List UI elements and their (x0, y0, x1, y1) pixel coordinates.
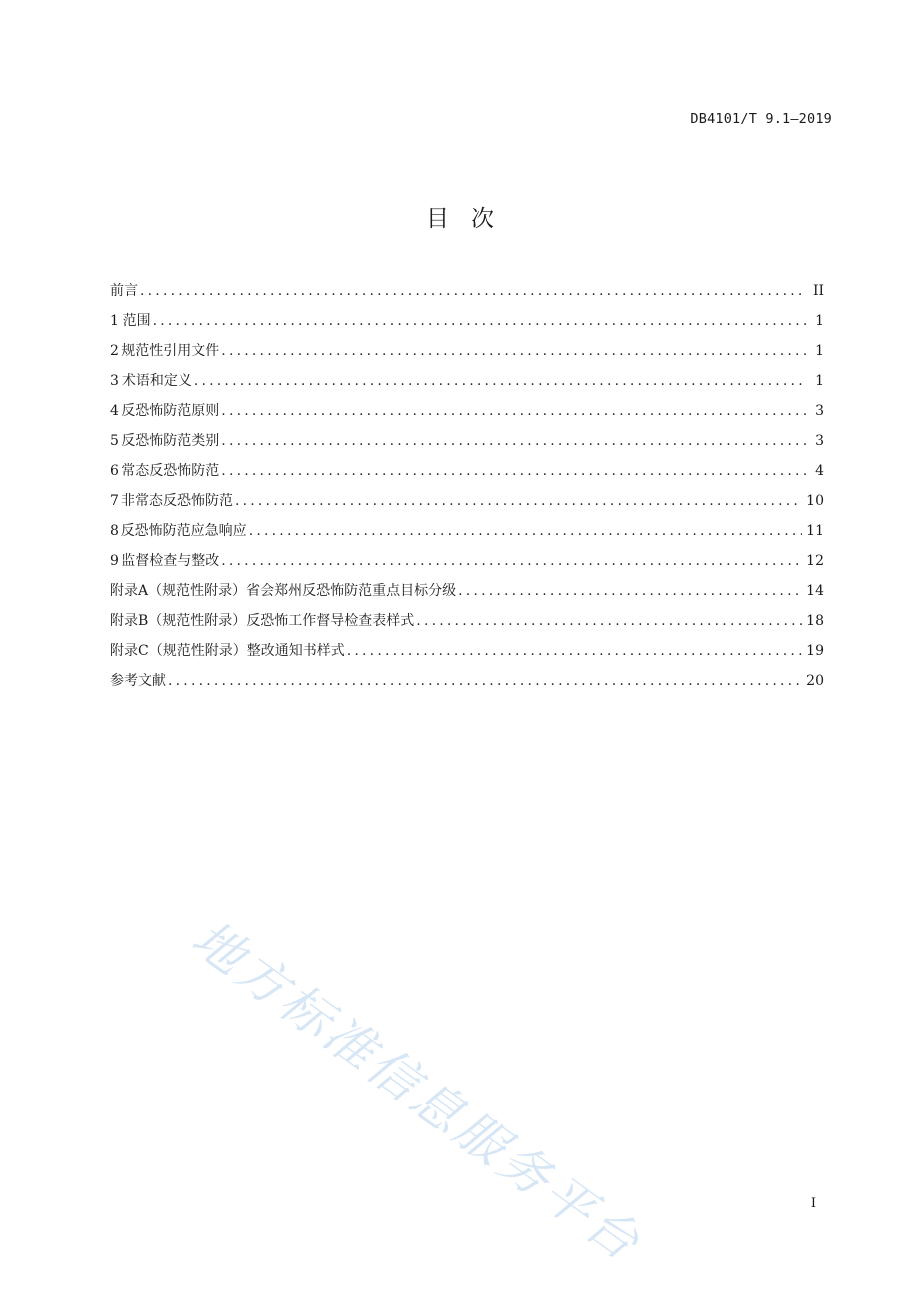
toc-entry-number: 1 (110, 313, 119, 329)
toc-entry-title: 规范性引用文件 (121, 343, 220, 359)
toc-entry-number: 3 (110, 373, 119, 389)
toc-entry-page: 3 (815, 403, 824, 419)
toc-entry-page: 18 (806, 613, 824, 629)
toc-entry-title: 术语和定义 (121, 373, 192, 389)
toc-leader-dots (221, 456, 806, 486)
toc-entry-page: 19 (806, 643, 824, 659)
toc-entry-page: 1 (815, 313, 824, 329)
toc-entry-title: 范围 (122, 313, 151, 329)
toc-entry-number: 2 (110, 343, 119, 359)
toc-entry-2[interactable] (110, 336, 824, 366)
table-of-contents (110, 276, 824, 696)
toc-entry-number: 8 (110, 523, 119, 539)
watermark-text: 地方标准信息服务平台 (181, 908, 653, 1274)
toc-entry-page: 1 (815, 343, 824, 359)
toc-entry-page: 3 (815, 433, 824, 449)
toc-entry-6[interactable] (110, 456, 824, 486)
toc-entry-page: 14 (806, 583, 824, 599)
toc-entry-number: 5 (110, 433, 119, 449)
toc-entry-8[interactable] (110, 516, 824, 546)
toc-entry-3[interactable] (110, 366, 824, 396)
toc-entry-4[interactable] (110, 396, 824, 426)
toc-leader-dots (249, 516, 802, 546)
toc-entry-page: 4 (815, 463, 824, 479)
toc-leader-dots (221, 396, 806, 426)
toc-entry-9[interactable] (110, 546, 824, 576)
toc-entry-title: 前言 (110, 283, 138, 299)
toc-entry-page: 10 (806, 493, 824, 509)
toc-entry-page: 12 (806, 553, 824, 569)
toc-entry-number: 7 (110, 493, 119, 509)
toc-entry-foreword[interactable] (110, 276, 824, 306)
toc-entry-title: 常态反恐怖防范 (121, 463, 220, 479)
toc-entry-appendix-label: 附录C（规范性附录） (110, 643, 247, 659)
toc-entry-number: 6 (110, 463, 119, 479)
toc-entry-page: II (812, 283, 824, 299)
toc-entry-appendix-label: 附录A（规范性附录） (110, 583, 247, 599)
toc-entry-title: 反恐怖工作督导检查表样式 (246, 613, 415, 629)
toc-leader-dots (347, 636, 802, 666)
toc-leader-dots (221, 336, 806, 366)
toc-leader-dots (416, 606, 802, 636)
toc-entry-7[interactable] (110, 486, 824, 516)
toc-leader-dots (458, 576, 802, 606)
toc-leader-dots (194, 366, 806, 396)
toc-entry-number: 9 (110, 553, 119, 569)
toc-entry-appendix-c[interactable] (110, 636, 824, 666)
toc-leader-dots (168, 666, 802, 696)
toc-entry-title: 参考文献 (110, 673, 166, 689)
toc-leader-dots (235, 486, 802, 516)
toc-title: 目次 (426, 206, 516, 232)
toc-entry-page: 20 (806, 673, 824, 689)
toc-entry-title: 反恐怖防范应急响应 (120, 523, 247, 539)
toc-leader-dots (153, 306, 806, 336)
toc-entry-5[interactable] (110, 426, 824, 456)
document-code: DB4101/T 9.1—2019 (690, 111, 832, 127)
toc-leader-dots (140, 276, 806, 306)
toc-entry-page: 11 (806, 523, 824, 539)
toc-entry-title: 反恐怖防范类别 (121, 433, 220, 449)
toc-entry-1[interactable] (110, 306, 824, 336)
toc-entry-page: 1 (815, 373, 824, 389)
toc-leader-dots (221, 546, 802, 576)
toc-entry-number: 4 (110, 403, 119, 419)
toc-entry-appendix-a[interactable] (110, 576, 824, 606)
toc-entry-appendix-b[interactable] (110, 606, 824, 636)
toc-entry-title: 监督检查与整改 (121, 553, 220, 569)
toc-entry-title: 非常态反恐怖防范 (120, 493, 233, 509)
page-number: I (810, 1196, 816, 1211)
toc-entry-appendix-label: 附录B（规范性附录） (110, 613, 247, 629)
toc-entry-title: 反恐怖防范原则 (121, 403, 220, 419)
toc-entry-references[interactable] (110, 666, 824, 696)
toc-leader-dots (221, 426, 806, 456)
toc-entry-title: 整改通知书样式 (246, 643, 345, 659)
toc-entry-title: 省会郑州反恐怖防范重点目标分级 (246, 583, 457, 599)
